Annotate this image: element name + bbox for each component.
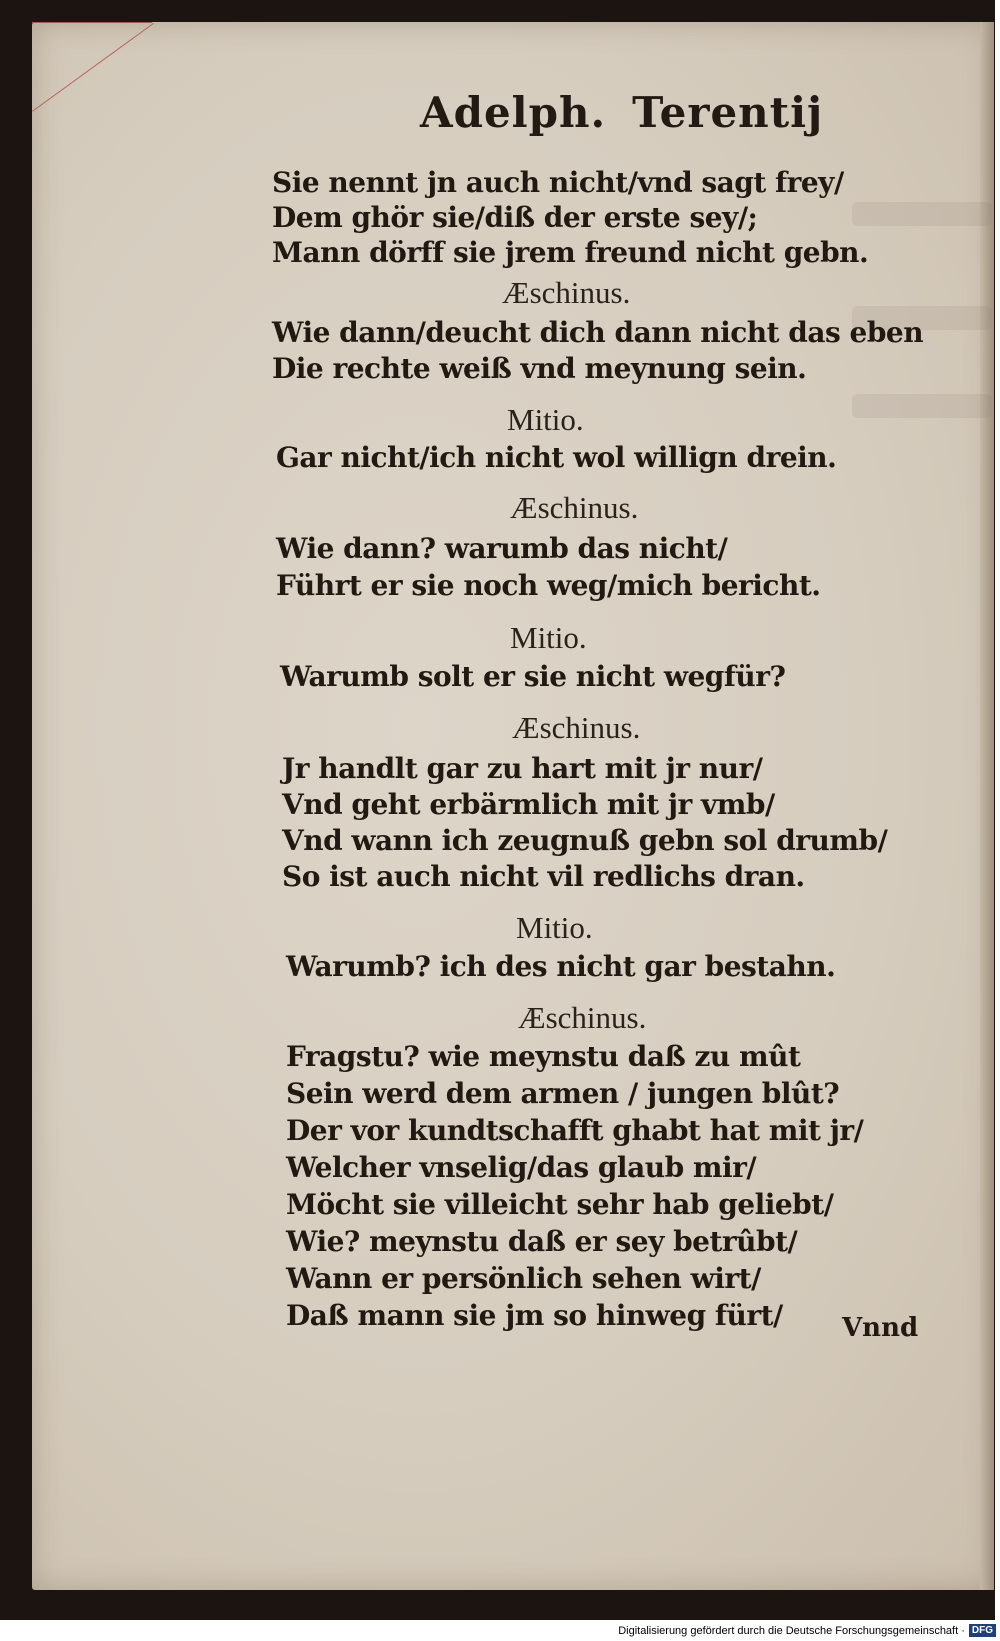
verse-line: Die rechte weiß vnd meynung sein. bbox=[272, 352, 807, 385]
verse-line: Jr handlt gar zu hart mit jr nur/ bbox=[282, 752, 763, 785]
verse-line: Führt er sie noch weg/mich bericht. bbox=[276, 569, 821, 602]
catchword: Vnnd bbox=[842, 1313, 919, 1343]
verse-line: Möcht sie villeicht sehr hab geliebt/ bbox=[286, 1188, 834, 1221]
digitization-footer bbox=[618, 1624, 996, 1637]
verse-line: Vnd geht erbärmlich mit jr vmb/ bbox=[282, 788, 775, 821]
verse-line: Wie? meynstu daß er sey betrûbt/ bbox=[286, 1225, 798, 1258]
verse-line: Wann er persönlich sehen wirt/ bbox=[286, 1262, 761, 1295]
show-through-mark bbox=[852, 394, 992, 418]
verse-line: Gar nicht/ich nicht wol willign drein. bbox=[276, 441, 837, 474]
verse-line: Mann dörff sie jrem freund nicht gebn. bbox=[272, 236, 869, 269]
speaker-name: Mitio. bbox=[507, 402, 584, 437]
verse-line: Wie dann/deucht dich dann nicht das eben bbox=[272, 316, 924, 349]
verse-line: Warumb solt er sie nicht wegfür? bbox=[280, 660, 786, 693]
header-right: Terentij bbox=[632, 88, 824, 137]
page-spine-shadow bbox=[980, 22, 994, 1590]
verse-line: Warumb? ich des nicht gar bestahn. bbox=[286, 950, 836, 983]
verse-line: Daß mann sie jm so hinweg fürt/ bbox=[286, 1299, 783, 1332]
speaker-name: Æschinus. bbox=[512, 710, 641, 745]
speaker-name: Æschinus. bbox=[502, 275, 631, 310]
speaker-name: Æschinus. bbox=[518, 1000, 647, 1035]
footer-text: Digitalisierung gefördert durch die Deutsche Forschungsgemeinschaft · bbox=[618, 1624, 965, 1637]
show-through-mark bbox=[852, 202, 992, 226]
verse-line: So ist auch nicht vil redlichs dran. bbox=[282, 860, 805, 893]
header-left: Adelph. bbox=[420, 88, 607, 137]
verse-line: Wie dann? warumb das nicht/ bbox=[276, 532, 728, 565]
verse-line: Sein werd dem armen / jungen blût? bbox=[286, 1077, 840, 1110]
verse-line: Dem ghör sie/diß der erste sey/; bbox=[272, 201, 758, 234]
speaker-name: Mitio. bbox=[516, 910, 593, 945]
verse-line: Vnd wann ich zeugnuß gebn sol drumb/ bbox=[282, 824, 888, 857]
verse-line: Fragstu? wie meynstu daß zu mût bbox=[286, 1040, 801, 1073]
verse-line: Sie nennt jn auch nicht/vnd sagt frey/ bbox=[272, 166, 844, 199]
corner-fold-mark bbox=[32, 22, 152, 113]
running-header bbox=[420, 88, 849, 137]
speaker-name: Æschinus. bbox=[510, 490, 639, 525]
dfg-logo-icon: DFG bbox=[969, 1624, 996, 1637]
speaker-name: Mitio. bbox=[510, 620, 587, 655]
verse-line: Welcher vnselig/das glaub mir/ bbox=[286, 1151, 757, 1184]
verse-line: Der vor kundtschafft ghabt hat mit jr/ bbox=[286, 1114, 864, 1147]
